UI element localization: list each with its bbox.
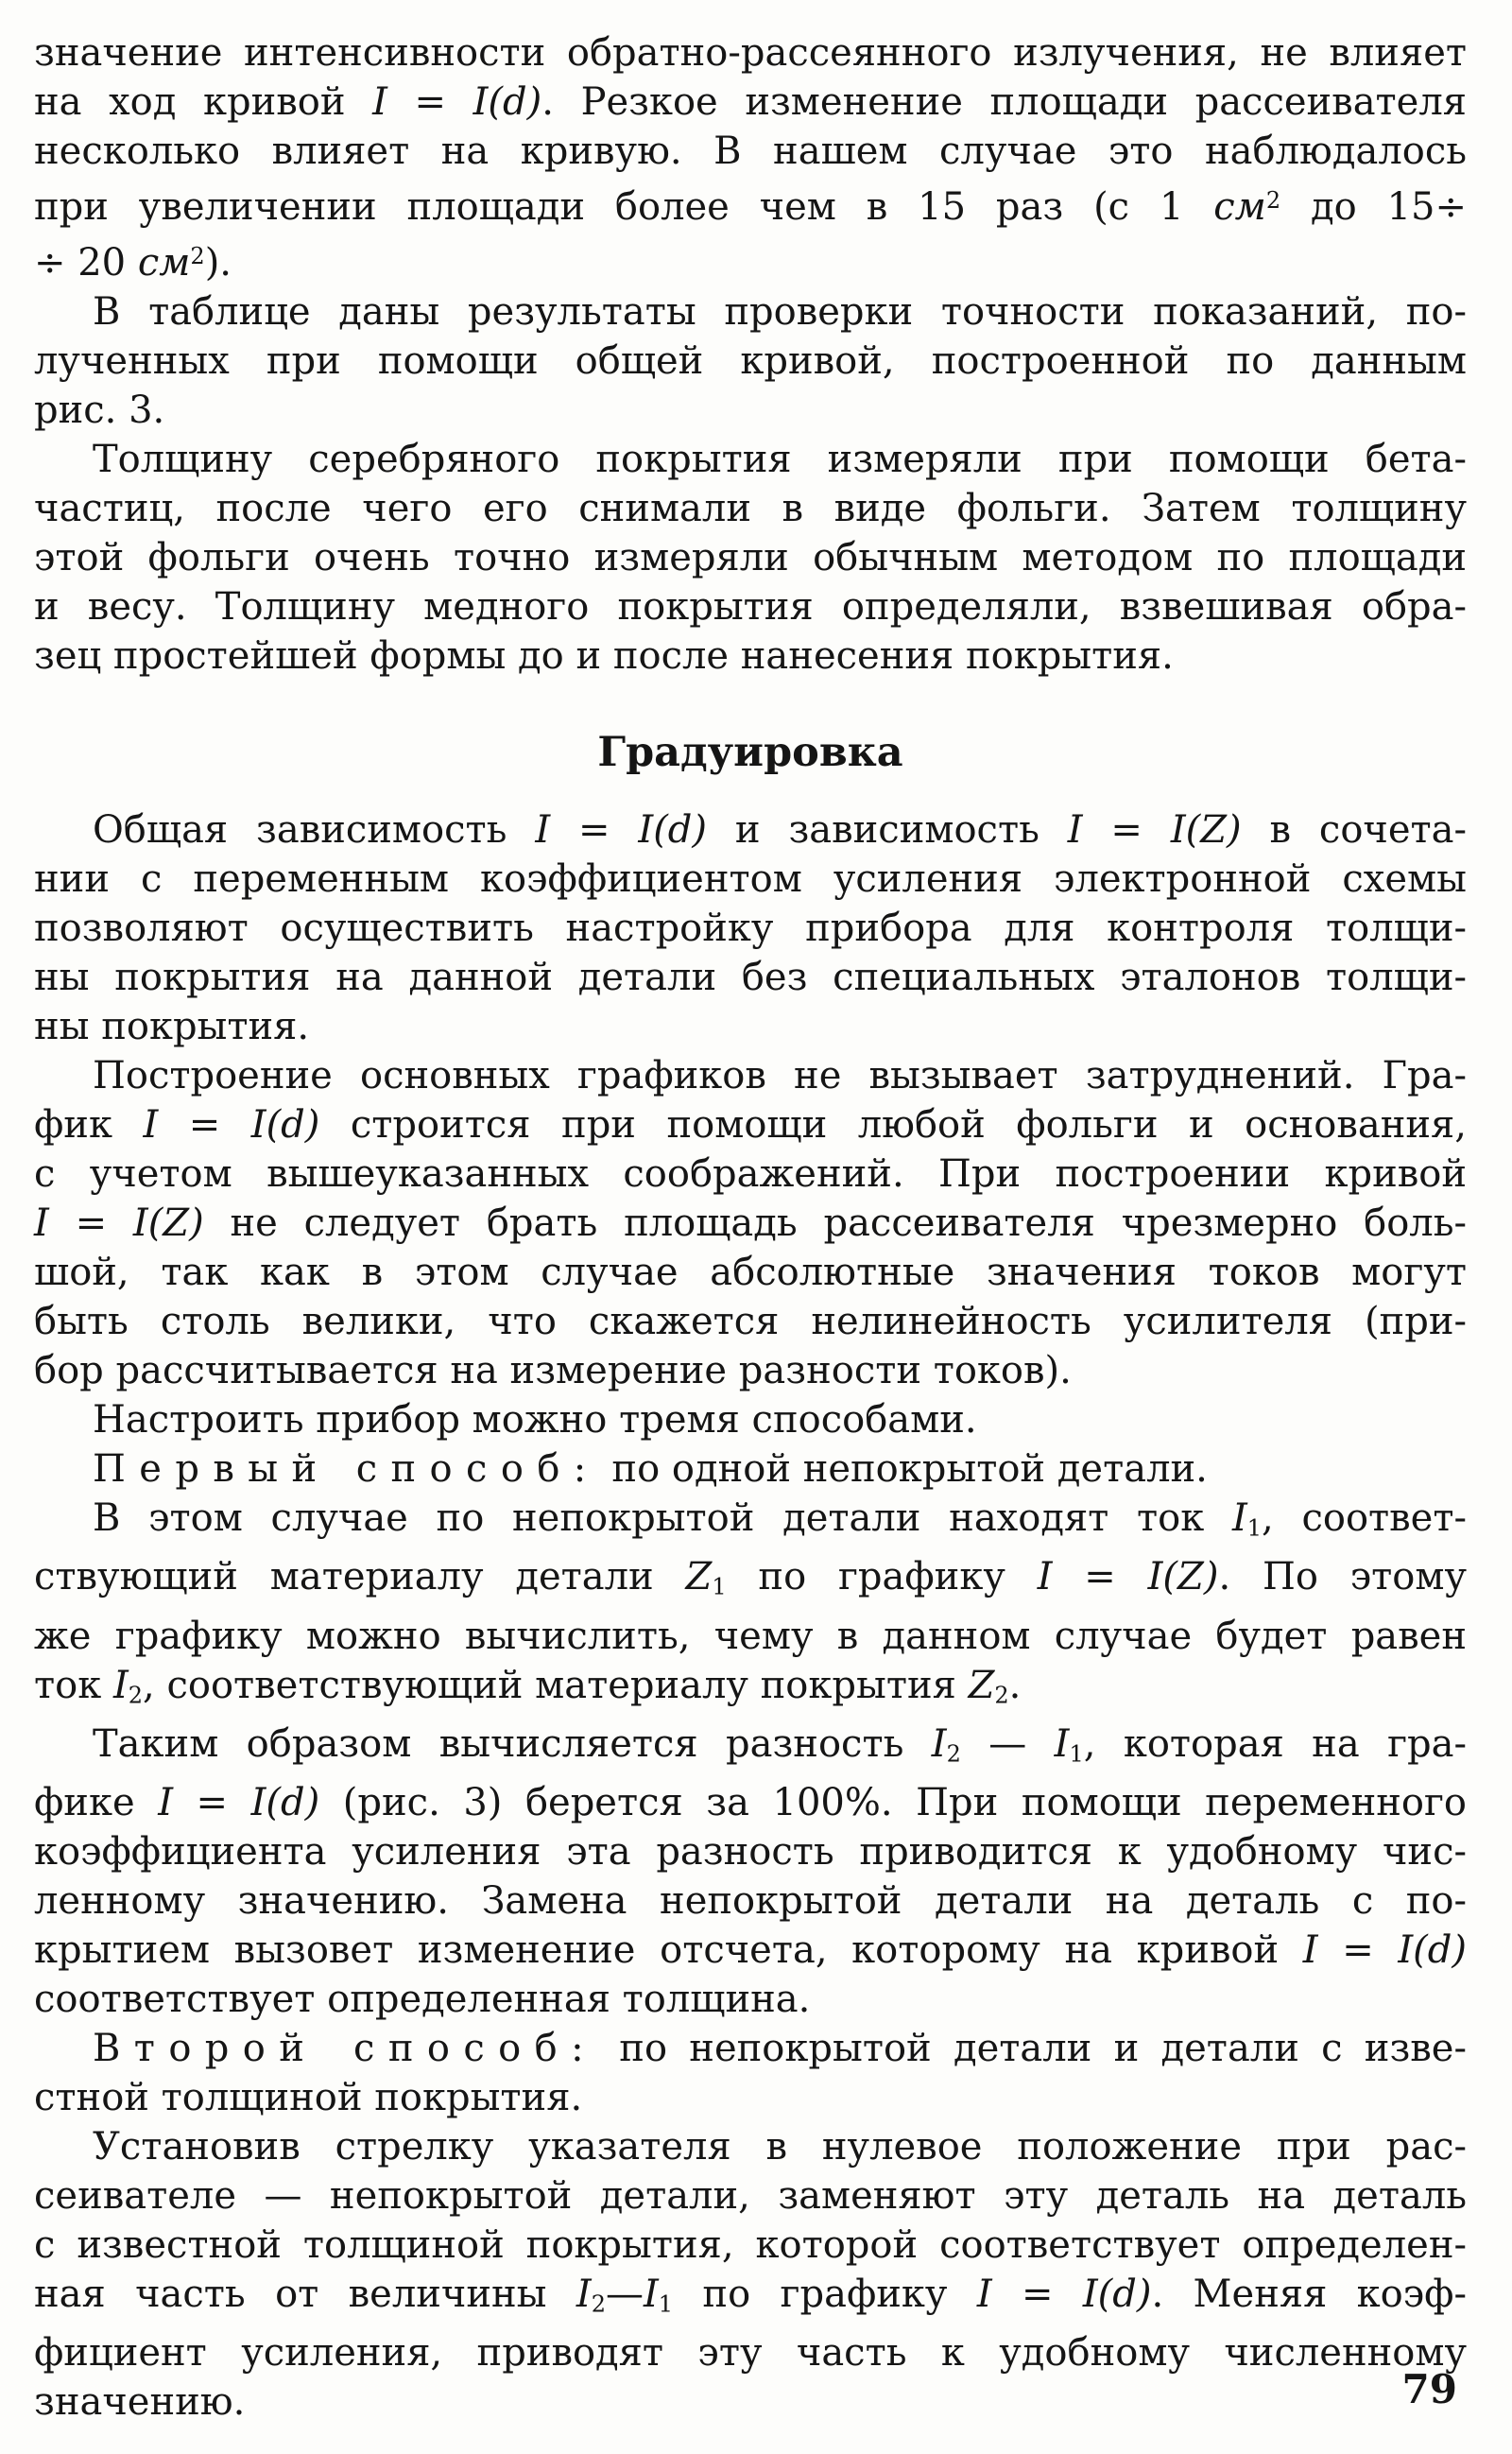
text-run: фике: [34, 1781, 159, 1825]
text-run: 1: [1069, 1740, 1084, 1768]
paragraph: [34, 1720, 1467, 2024]
text-line: [34, 1248, 1467, 1297]
text-run: I = I(d): [143, 1103, 320, 1147]
text-run: 2: [591, 2290, 606, 2318]
text-run: Таким образом вычисляется разность: [93, 1721, 932, 1766]
text-run: I: [931, 1721, 947, 1766]
text-line: [34, 435, 1467, 484]
paragraph: [34, 1444, 1467, 1494]
text-line: [34, 2171, 1467, 2221]
text-run: по непокрытой детали и детали с изве-: [597, 2027, 1467, 2071]
text-run: же графику можно вычислить, чему в данном случае будет равен: [34, 1614, 1467, 1658]
text-line: [34, 1395, 1467, 1444]
text-line: [34, 1297, 1467, 1346]
text-line: [34, 1926, 1467, 1975]
text-run: соответствует определенная толщина.: [34, 1978, 811, 2022]
text-run: ны покрытия.: [34, 1005, 310, 1048]
text-run: . Меняя коэф-: [1151, 2273, 1467, 2317]
text-run: ны покрытия на данной детали без специальных эталонов толщи-: [34, 956, 1467, 999]
text-line: [34, 386, 1467, 435]
text-run: по графику: [673, 2273, 977, 2317]
text-run: см: [137, 241, 191, 285]
text-run: . По этому: [1218, 1555, 1467, 1599]
text-run: по графику: [726, 1555, 1038, 1599]
text-line: [34, 484, 1467, 533]
text-run: I: [643, 2273, 659, 2317]
paragraph: [34, 1494, 1467, 1720]
text-run: . Резкое изменение площади рассеивателя: [541, 80, 1467, 124]
text-line: [34, 1876, 1467, 1926]
text-line: [34, 805, 1467, 855]
text-run: ÷ 20: [34, 241, 138, 285]
text-run: Построение основных графиков не вызывает затруднений. Гра-: [93, 1054, 1467, 1097]
text-run: I: [1054, 1721, 1070, 1766]
text-line: [34, 1661, 1467, 1720]
paragraph: [34, 28, 1467, 287]
text-line: [34, 1149, 1467, 1199]
text-line: [34, 582, 1467, 631]
text-run: по одной непокрытой детали.: [599, 1447, 1208, 1491]
text-run: см: [1213, 185, 1266, 229]
text-run: с учетом вышеуказанных соображений. При построении кривой: [34, 1152, 1467, 1196]
text-run: 2: [994, 1681, 1009, 1708]
text-run: с известной толщиной покрытия, которой соответствует определен-: [34, 2223, 1467, 2268]
text-run: Общая зависимость: [93, 808, 536, 852]
text-line: [34, 78, 1467, 127]
text-run: коэффициента усиления эта разность приводится к удобному чис-: [34, 1830, 1467, 1875]
text-line: [34, 2328, 1467, 2377]
text-run: и зависимость: [707, 808, 1068, 852]
text-run: 2: [1265, 187, 1281, 214]
text-line: [34, 127, 1467, 176]
text-run: I = I(Z): [34, 1201, 204, 1245]
text-run: Первый способ:: [93, 1447, 600, 1491]
text-run: до 15÷: [1280, 185, 1467, 229]
text-run: зец простейшей формы до и после нанесения покрытия.: [34, 634, 1174, 678]
text-line: [34, 953, 1467, 1002]
text-run: , которая на гра-: [1083, 1721, 1468, 1766]
text-run: (рис. 3) берется за 100%. При помощи переменного: [319, 1781, 1468, 1825]
text-run: и весу. Толщину медного покрытия определяли, взвешивая обра-: [34, 585, 1467, 629]
text-run: 2: [190, 243, 205, 269]
text-run: фициент усиления, приводят эту часть к удобному численному: [34, 2331, 1467, 2376]
text-run: 1: [712, 1573, 727, 1600]
text-run: ствующий материалу детали: [34, 1555, 686, 1599]
text-run: I = I(Z): [1067, 808, 1242, 852]
text-line: [34, 1100, 1467, 1149]
text-run: бор рассчитывается на измерение разности токов).: [34, 1349, 1072, 1392]
text-line: [34, 1494, 1467, 1552]
text-run: В таблице даны результаты проверки точности показаний, по-: [93, 290, 1467, 334]
text-run: I: [576, 2273, 592, 2317]
text-run: шой, так как в этом случае абсолютные значения токов могут: [34, 1251, 1467, 1294]
text-line: [34, 631, 1467, 681]
text-line: [34, 1778, 1467, 1827]
text-line: [34, 2122, 1467, 2171]
text-run: фик: [34, 1103, 144, 1147]
text-run: быть столь велики, что скажется нелинейность усилителя (при-: [34, 1300, 1467, 1343]
text-run: 2: [128, 1681, 144, 1708]
text-line: [34, 1975, 1467, 2024]
text-run: Z: [968, 1663, 995, 1707]
text-run: В этом случае по непокрытой детали находят ток: [93, 1496, 1232, 1540]
text-line: [34, 2377, 1467, 2427]
text-run: значению.: [34, 2380, 246, 2425]
text-line: [34, 904, 1467, 953]
paragraph: [34, 1395, 1467, 1444]
paragraph: [34, 1051, 1467, 1395]
text-run: нии с переменным коэффициентом усиления электронной схемы: [34, 857, 1467, 901]
text-run: ленному значению. Замена непокрытой детали на деталь с по-: [34, 1879, 1467, 1924]
text-line: [34, 533, 1467, 582]
paragraph: [34, 435, 1467, 681]
text-run: Второй способ:: [93, 2027, 598, 2071]
text-run: на ход кривой: [34, 80, 373, 124]
text-line: [34, 287, 1467, 337]
text-run: .: [1008, 1663, 1022, 1707]
text-run: несколько влияет на кривую. В нашем случае это наблюдалось: [34, 130, 1467, 173]
text-run: I = I(d): [535, 808, 708, 852]
text-run: сеивателе — непокрытой детали, заменяют эту деталь на деталь: [34, 2174, 1467, 2219]
text-run: значение интенсивности обратно-рассеянного излучения, не влияет: [34, 31, 1467, 75]
text-line: [34, 2270, 1467, 2328]
text-run: рис. 3.: [34, 389, 165, 432]
text-run: —: [605, 2273, 644, 2317]
text-run: Настроить прибор можно тремя способами.: [93, 1398, 977, 1442]
text-line: [34, 855, 1467, 904]
text-run: —: [960, 1721, 1055, 1766]
text-line: [34, 1720, 1467, 1778]
text-run: , соответствующий материалу покрытия: [143, 1663, 969, 1707]
text-line: [34, 1552, 1467, 1611]
section-heading: Градуировка: [597, 729, 903, 776]
text-run: позволяют осуществить настройку прибора для контроля толщи-: [34, 907, 1467, 950]
text-run: , соответ-: [1262, 1496, 1468, 1540]
text-run: ток: [34, 1663, 113, 1707]
text-run: Z: [685, 1555, 713, 1599]
text-run: Толщину серебряного покрытия измеряли при помощи бета-: [93, 438, 1467, 481]
text-run: не следует брать площадь рассеивателя чрезмерно боль-: [203, 1201, 1467, 1245]
text-run: I: [112, 1663, 129, 1707]
page-number: 79: [1401, 2366, 1457, 2412]
text-line: [34, 1827, 1467, 1876]
text-line: [34, 2221, 1467, 2270]
text-run: I = I(d): [976, 2273, 1152, 2317]
text-run: частиц, после чего его снимали в виде фольги. Затем толщину: [34, 487, 1467, 530]
text-run: I: [1231, 1496, 1247, 1540]
text-run: строится при помощи любой фольги и основания,: [319, 1103, 1468, 1147]
text-line: [34, 1444, 1467, 1494]
text-run: ная часть от величины: [34, 2273, 576, 2317]
paragraph: [34, 287, 1467, 435]
text-run: I = I(d): [372, 80, 542, 124]
text-line: [34, 1002, 1467, 1051]
page-text: [34, 28, 1467, 2427]
text-run: крытием вызовет изменение отсчета, которому на кривой: [34, 1928, 1303, 1973]
text-line: [34, 176, 1467, 232]
text-line: [34, 1051, 1467, 1100]
text-line: [34, 2024, 1467, 2073]
text-line: [34, 1199, 1467, 1248]
text-run: 1: [658, 2290, 674, 2318]
paragraph: [34, 2122, 1467, 2427]
text-line: [34, 1346, 1467, 1395]
paragraph: [34, 2024, 1467, 2122]
text-run: лученных при помощи общей кривой, построенной по данным: [34, 339, 1467, 383]
text-run: I = I(Z): [1037, 1555, 1219, 1599]
text-run: I = I(d): [158, 1781, 320, 1825]
text-line: [34, 232, 1467, 287]
text-line: [34, 28, 1467, 78]
text-run: Установив стрелку указателя в нулевое положение при рас-: [93, 2125, 1467, 2169]
paragraph: [34, 805, 1467, 1051]
text-line: [34, 1612, 1467, 1661]
text-run: в сочета-: [1241, 808, 1468, 852]
text-run: 1: [1246, 1514, 1263, 1542]
text-line: [34, 337, 1467, 386]
text-run: стной толщиной покрытия.: [34, 2076, 583, 2120]
text-run: при увеличении площади более чем в 15 раз (с 1: [34, 185, 1214, 229]
text-run: этой фольги очень точно измеряли обычным методом по площади: [34, 536, 1467, 579]
text-run: I = I(d): [1302, 1928, 1468, 1973]
text-run: ).: [204, 241, 232, 285]
text-run: 2: [946, 1740, 961, 1768]
text-line: [34, 2073, 1467, 2122]
